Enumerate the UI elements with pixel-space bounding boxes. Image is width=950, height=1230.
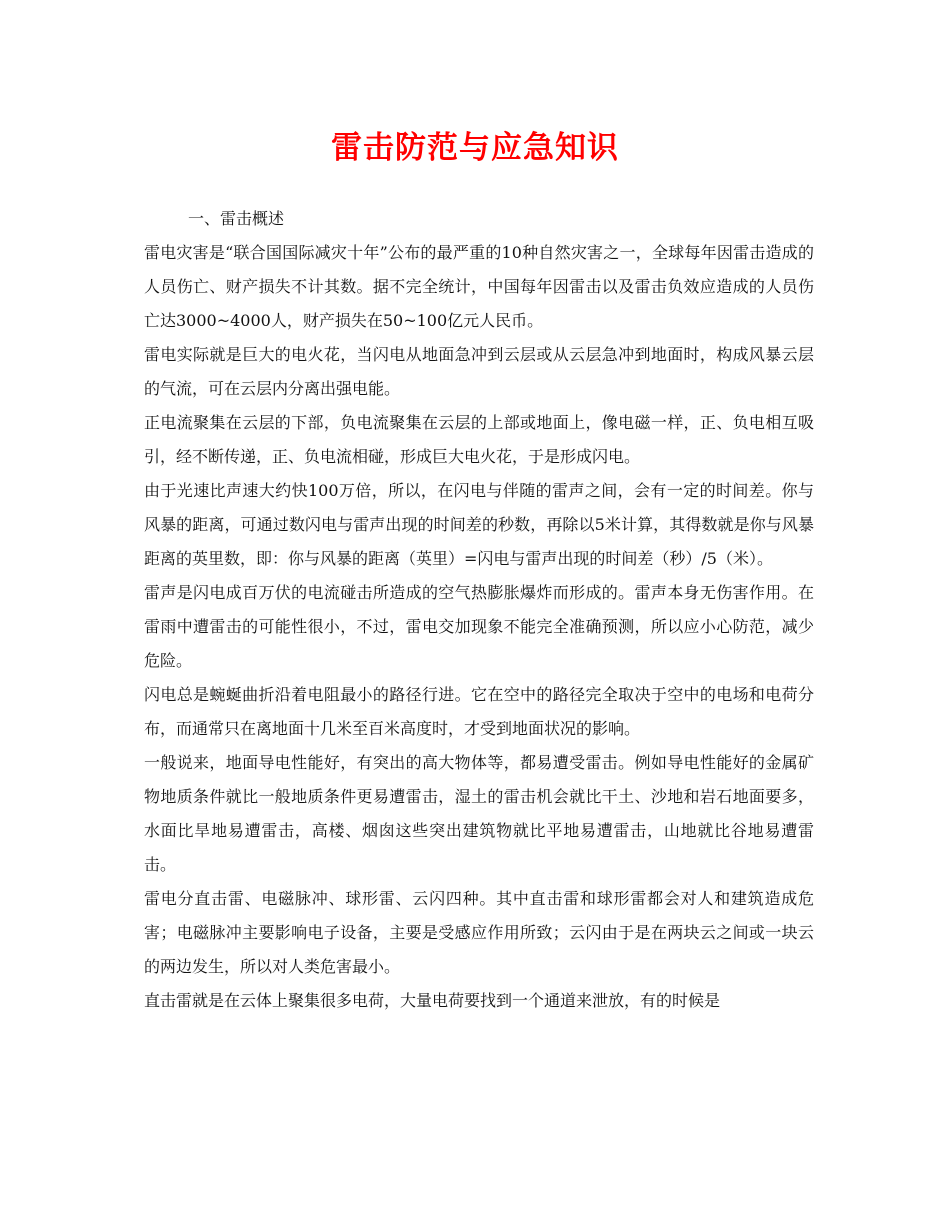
paragraph-strike-conditions: 一般说来，地面导电性能好，有突出的高大物体等，都易遭受雷击。例如导电性能好的金属矿物地质条件就比一般地质条件更易遭雷击，湿土的雷击机会就比干土、沙地和岩石地面要多，水面比旱地易遭雷击，高楼、烟囱这些突出建筑物就比平地易遭雷击，山地就比谷地易遭雷击。 (144, 753, 814, 874)
page-title: 雷击防范与应急知识 (331, 130, 619, 166)
paragraph-lightning-disaster: 雷电灾害是“联合国国际减灾十年”公布的最严重的10种自然灾害之一，全球每年因雷击造成的人员伤亡、财产损失不计其数。据不完全统计，中国每年因雷击以及雷击负效应造成的人员伤亡达3000~4000人，财产损失在50~100亿元人民币。 (144, 243, 814, 330)
document-body (144, 202, 814, 1018)
paragraph-lightning-path: 闪电总是蜿蜒曲折沿着电阻最小的路径行进。它在空中的路径完全取决于空中的电场和电荷分布，而通常只在离地面十几米至百米高度时，才受到地面状况的影响。 (144, 685, 814, 738)
paragraph-distance-calculation: 由于光速比声速大约快100万倍，所以，在闪电与伴随的雷声之间，会有一定的时间差。你与风暴的距离，可通过数闪电与雷声出现的时间差的秒数，再除以5米计算，其得数就是你与风暴距离的英里数，即：你与风暴的距离（英里）=闪电与雷声出现的时间差（秒）/5（米）。 (144, 481, 814, 568)
paragraph-lightning-spark: 雷电实际就是巨大的电火花，当闪电从地面急冲到云层或从云层急冲到地面时，构成风暴云层的气流，可在云层内分离出强电能。 (144, 345, 814, 398)
paragraph-direct-strike: 直击雷就是在云体上聚集很多电荷，大量电荷要找到一个通道来泄放，有的时候是 (144, 991, 721, 1010)
paragraph-lightning-types: 雷电分直击雷、电磁脉冲、球形雷、云闪四种。其中直击雷和球形雷都会对人和建筑造成危害；电磁脉冲主要影响电子设备，主要是受感应作用所致；云闪由于是在两块云之间或一块云的两边发生，所以对人类危害最小。 (144, 889, 814, 976)
paragraph-charge-formation: 正电流聚集在云层的下部，负电流聚集在云层的上部或地面上，像电磁一样，正、负电相互吸引，经不断传递，正、负电流相碰，形成巨大电火花，于是形成闪电。 (144, 413, 814, 466)
section-heading: 一、雷击概述 (188, 209, 285, 228)
paragraph-thunder-sound: 雷声是闪电成百万伏的电流碰击所造成的空气热膨胀爆炸而形成的。雷声本身无伤害作用。在雷雨中遭雷击的可能性很小，不过，雷电交加现象不能完全准确预测，所以应小心防范，减少危险。 (144, 583, 814, 670)
